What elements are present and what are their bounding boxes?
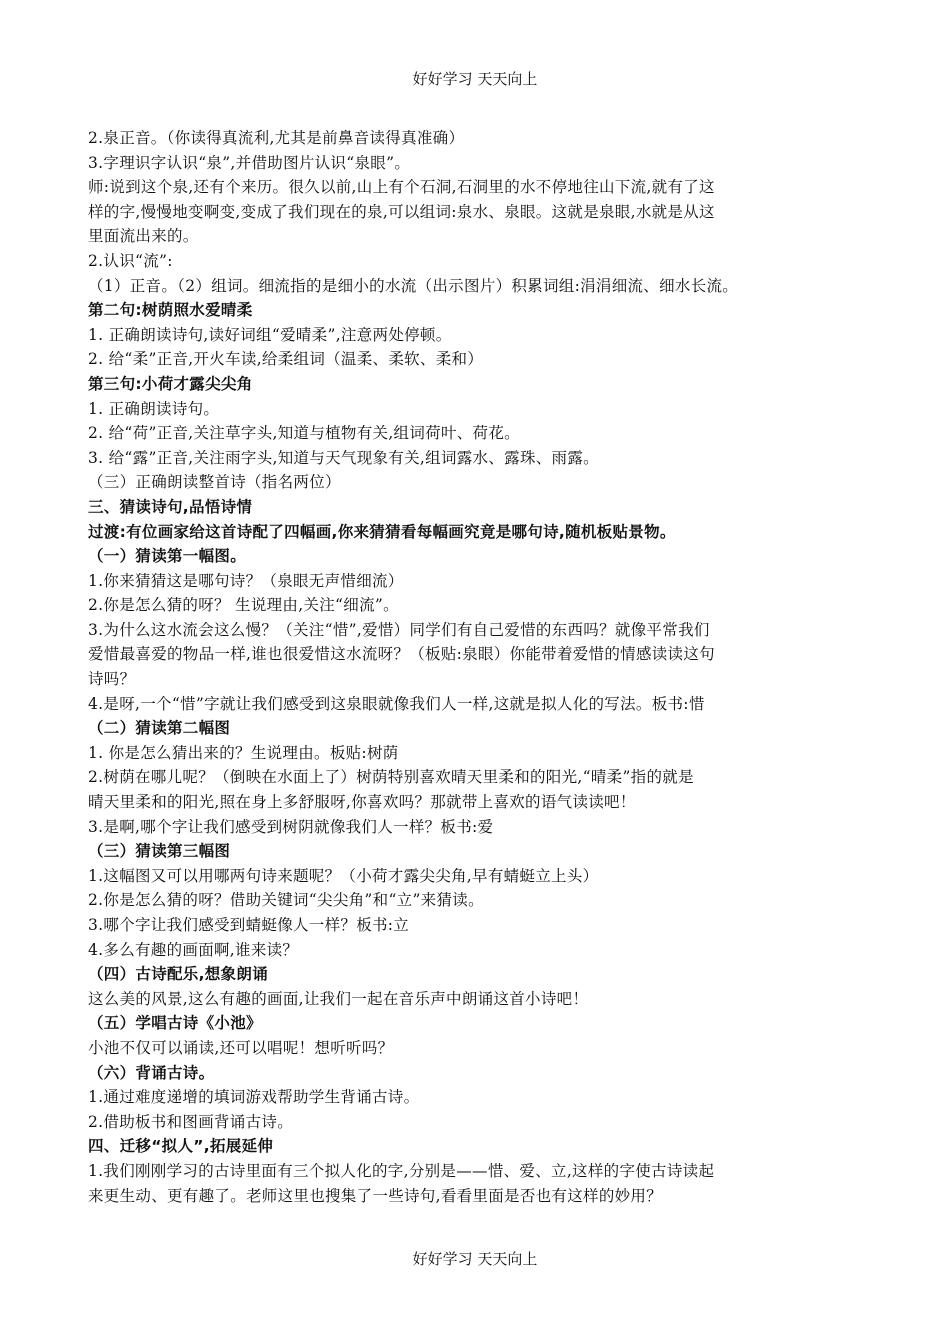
- text-line: （1）正音。（2）组词。细流指的是细小的水流（出示图片）积累词组:涓涓细流、细水长流。: [88, 276, 739, 295]
- text-line: 2.借助板书和图画背诵古诗。: [88, 1112, 293, 1131]
- text-line: 2.泉正音。（你读得真流利,尤其是前鼻音读得真准确）: [88, 129, 465, 147]
- text-line: 2.树荫在哪儿呢？（倒映在水面上了）树荫特别喜欢晴天里柔和的阳光,“晴柔”指的就是: [88, 768, 694, 787]
- section-heading: （四）古诗配乐,想象朗诵: [88, 965, 268, 984]
- page-header: 好好学习 天天向上: [412, 70, 538, 88]
- page-footer: 好好学习 天天向上: [412, 1250, 538, 1268]
- text-line: 3.是啊,哪个字让我们感受到树阴就像我们人一样？板书:爱: [88, 817, 494, 836]
- text-line: 里面流出来的。: [88, 227, 199, 246]
- text-line: 晴天里柔和的阳光,照在身上多舒服呀,你喜欢吗？那就带上喜欢的语气读读吧！: [88, 793, 636, 812]
- section-heading: （六）背诵古诗。: [88, 1063, 215, 1082]
- text-line: 小池不仅可以诵读,还可以唱呢！想听听吗？: [88, 1038, 394, 1057]
- section-heading: 第二句:树荫照水爱晴柔: [88, 301, 253, 320]
- text-line: 3.字理识字认识“泉”,并借助图片认识“泉眼”。: [88, 153, 411, 172]
- text-line: 1.我们刚刚学习的古诗里面有三个拟人化的字,分别是——惜、爱、立,这样的字使古诗读起: [88, 1161, 715, 1180]
- text-line: 来更生动、更有趣了。老师这里也搜集了一些诗句,看看里面是否也有这样的妙用？: [88, 1186, 663, 1205]
- text-line: 1.通过难度递增的填词游戏帮助学生背诵古诗。: [88, 1088, 420, 1107]
- section-heading: 过渡:有位画家给这首诗配了四幅画,你来猜猜看每幅画究竟是哪句诗,随机板贴景物。: [88, 522, 676, 541]
- text-line: 1.这幅图又可以用哪两句诗来题呢？（小荷才露尖尖角,早有蜻蜓立上头）: [88, 866, 599, 885]
- text-line: （三）正确朗读整首诗（指名两位）: [88, 473, 341, 492]
- text-line: 师:说到这个泉,还有个来历。很久以前,山上有个石洞,石洞里的水不停地往山下流,就有了这: [88, 178, 715, 197]
- text-line: 1.你来猜猜这是哪句诗？（泉眼无声惜细流）: [88, 571, 404, 590]
- text-line: 2. 给“柔”正音,开火车读,给柔组词（温柔、柔软、柔和）: [88, 350, 484, 369]
- text-line: 2. 给“荷”正音,关注草字头,知道与植物有关,组词荷叶、荷花。: [88, 424, 520, 443]
- text-line: 1. 正确朗读诗句,读好词组“爱晴柔”,注意两处停顿。: [88, 325, 452, 344]
- text-line: 2.你是怎么猜的呀？借助关键词“尖尖角”和“立”来猜读。: [88, 891, 484, 910]
- text-line: 这么美的风景,这么有趣的画面,让我们一起在音乐声中朗诵这首小诗吧！: [88, 989, 589, 1008]
- text-line: 3. 给“露”正音,关注雨字头,知道与天气现象有关,组词露水、露珠、雨露。: [88, 448, 599, 467]
- section-heading: （二）猜读第二幅图: [88, 719, 231, 738]
- text-line: 2.认识“流”:: [88, 251, 173, 270]
- document-body: [88, 126, 878, 1208]
- text-line: 1. 正确朗读诗句。: [88, 399, 220, 418]
- section-heading: （五）学唱古诗《小池》: [88, 1014, 262, 1033]
- text-line: 爱惜最喜爱的物品一样,谁也很爱惜这水流呀？（板贴:泉眼）你能带着爱惜的情感读读这句: [88, 645, 715, 664]
- section-heading: 三、猜读诗句,品悟诗情: [88, 497, 253, 516]
- text-line: 1. 你是怎么猜出来的？生说理由。板贴:树荫: [88, 743, 399, 762]
- section-heading: 四、迁移“拟人”,拓展延伸: [88, 1137, 274, 1156]
- text-line: 样的字,慢慢地变啊变,变成了我们现在的泉,可以组词:泉水、泉眼。这就是泉眼,水就是从这: [88, 202, 715, 221]
- section-heading: （一）猜读第一幅图。: [88, 547, 247, 566]
- text-line: 诗吗？: [88, 670, 136, 689]
- text-line: 4.多么有趣的画面啊,谁来读？: [88, 940, 299, 959]
- text-line: 4.是呀,一个“惜”字就让我们感受到这泉眼就像我们人一样,这就是拟人化的写法。板书:惜: [88, 694, 705, 713]
- text-line: 3.哪个字让我们感受到蜻蜓像人一样？板书:立: [88, 916, 410, 934]
- section-heading: 第三句:小荷才露尖尖角: [88, 374, 253, 393]
- section-heading: （三）猜读第三幅图: [88, 842, 231, 861]
- text-line: 2.你是怎么猜的呀？ 生说理由,关注“细流”。: [88, 596, 399, 615]
- text-line: 3.为什么这水流会这么慢？（关注“惜”,爱惜）同学们有自己爱惜的东西吗？就像平常我们: [88, 620, 710, 639]
